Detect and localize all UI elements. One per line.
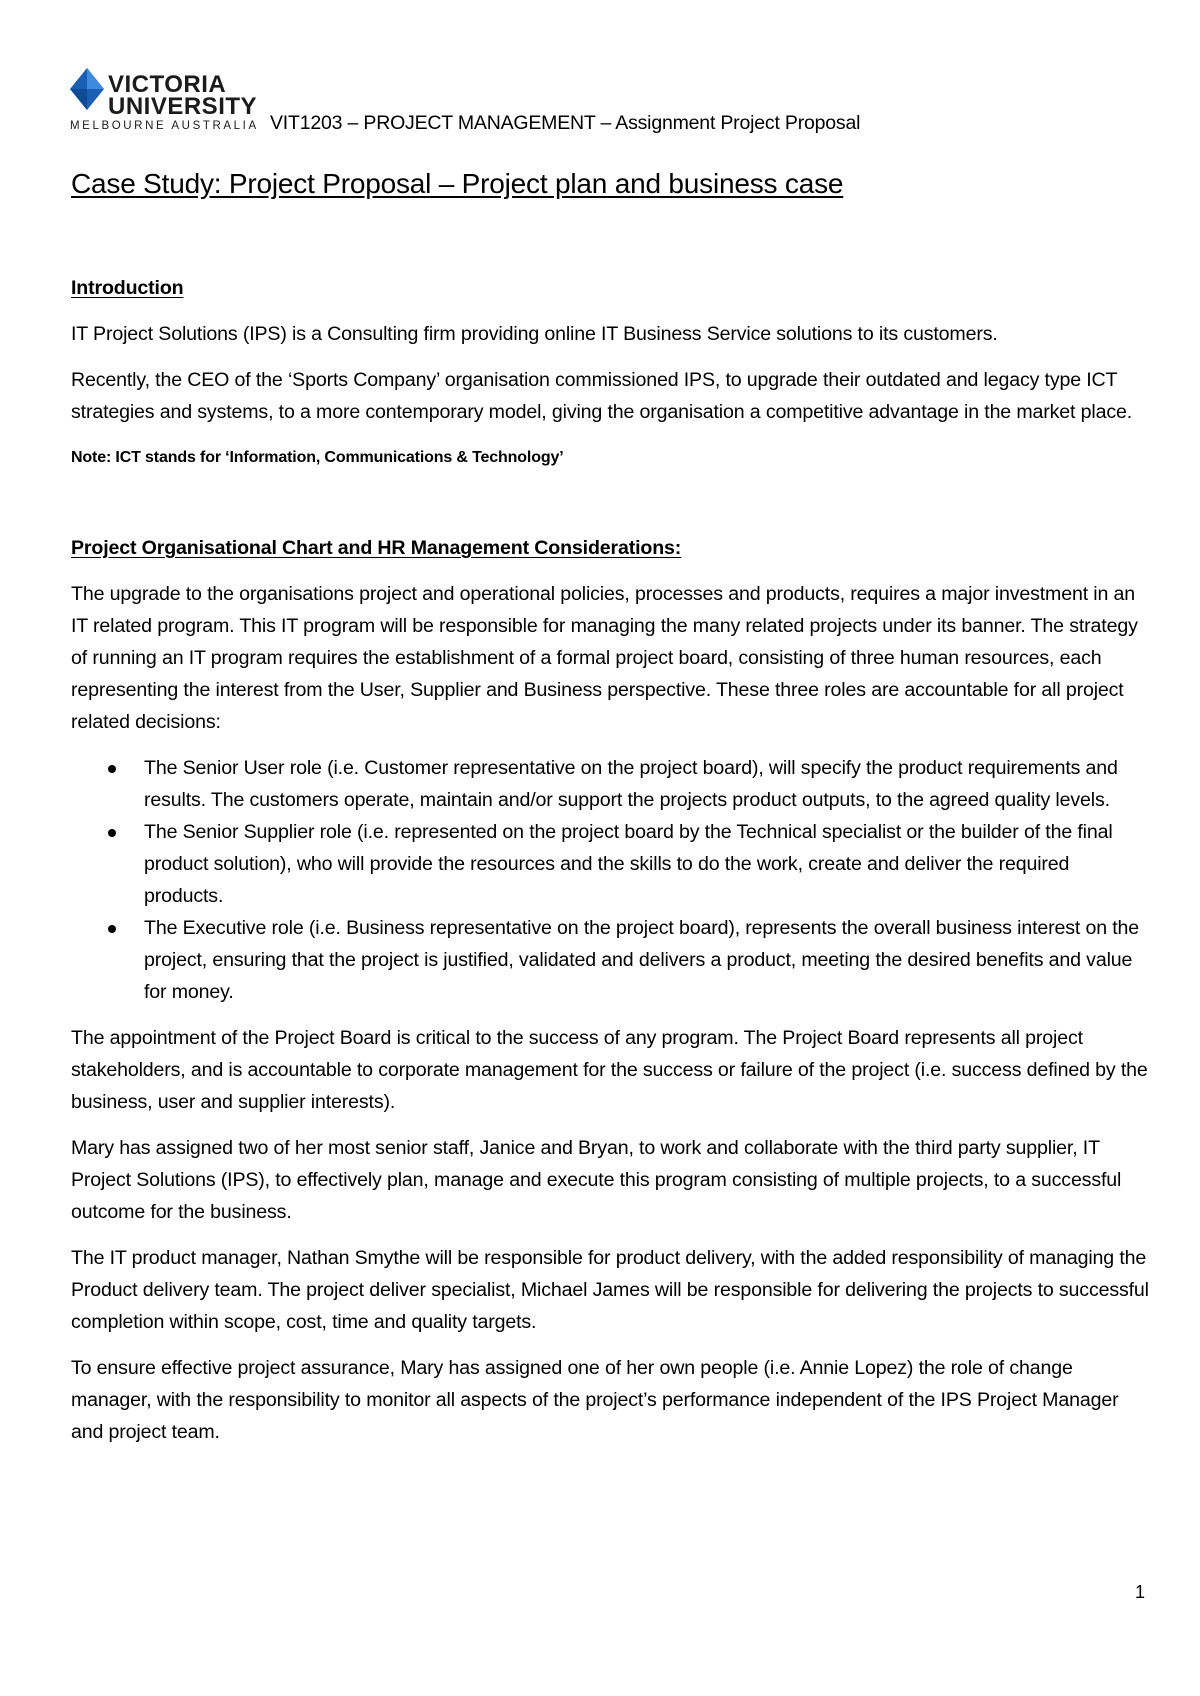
diamond-logo-icon — [70, 68, 104, 110]
bullet-icon — [108, 829, 116, 837]
introduction-paragraph-1: IT Project Solutions (IPS) is a Consulting firm providing online IT Business Service solutions to its customers. — [71, 323, 998, 345]
logo-text-university: UNIVERSITY — [108, 93, 258, 120]
ict-note: Note: ICT stands for ‘Information, Communications & Technology’ — [71, 449, 564, 466]
org-chart-paragraph-3: Mary has assigned two of her most senior staff, Janice and Bryan, to work and collaborate with the third party supplier, IT Project Solutions (IPS), to effectively plan, manage and execute this program consisting of multiple projects, to a successful outcome for the business. — [71, 1137, 1122, 1223]
list-item — [71, 752, 1151, 816]
org-chart-paragraph-5: To ensure effective project assurance, Mary has assigned one of her own people (i.e. Annie Lopez) the role of change manager, with the responsibility to monitor all aspects of the project’s performance independent of the IPS Project Manager and project team. — [71, 1357, 1119, 1443]
university-logo — [70, 68, 259, 134]
list-item-text: The Senior User role (i.e. Customer representative on the project board), will specify the product requirements and results. The customers operate, maintain and/or support the projects product outputs, to the agreed quality levels. — [144, 757, 1118, 811]
introduction-paragraph-2: Recently, the CEO of the ‘Sports Company’ organisation commissioned IPS, to upgrade their outdated and legacy type ICT strategies and systems, to a more contemporary model, giving the organisation a competitive advantage in the market place. — [71, 369, 1133, 423]
logo-text-victoria: VICTORIA — [108, 71, 227, 98]
header-course-title: VIT1203 – PROJECT MANAGEMENT – Assignment Project Proposal — [270, 112, 861, 134]
bullet-icon — [108, 765, 116, 773]
list-item — [71, 912, 1151, 1008]
org-chart-paragraph-2: The appointment of the Project Board is critical to the success of any program. The Project Board represents all project stakeholders, and is accountable to corporate management for the success or failure of the project (i.e. success defined by the business, user and supplier interests). — [71, 1027, 1148, 1113]
org-chart-paragraph-1: The upgrade to the organisations project and operational policies, processes and products, requires a major investment in an IT related program. This IT program will be responsible for managing the many related projects under its banner. The strategy of running an IT program requires the establishment of a formal project board, consisting of three human resources, each representing the interest from the User, Supplier and Business perspective. These three roles are accountable for all project related decisions: — [71, 583, 1138, 733]
bullet-icon — [108, 925, 116, 933]
roles-list — [71, 752, 1151, 1008]
introduction-heading: Introduction — [71, 277, 184, 299]
list-item — [71, 816, 1151, 912]
page-number: 1 — [1134, 1582, 1145, 1602]
org-chart-paragraph-4: The IT product manager, Nathan Smythe will be responsible for product delivery, with the added responsibility of managing the Product delivery team. The project deliver specialist, Michael James will be responsible for delivering the projects to successful completion within scope, cost, time and quality targets. — [71, 1247, 1149, 1333]
org-chart-heading: Project Organisational Chart and HR Management Considerations: — [71, 537, 682, 559]
logo-tagline: MELBOURNE AUSTRALIA — [70, 120, 259, 132]
document-body — [71, 272, 1151, 1462]
list-item-text: The Senior Supplier role (i.e. represented on the project board by the Technical specialist or the builder of the final product solution), who will provide the resources and the skills to do the work, create and deliver the required products. — [144, 821, 1113, 907]
list-item-text: The Executive role (i.e. Business representative on the project board), represents the overall business interest on the project, ensuring that the project is justified, validated and delivers a product, meeting the desired benefits and value for money. — [144, 917, 1140, 1003]
page-header — [70, 68, 1150, 138]
document-title: Case Study: Project Proposal – Project plan and business case — [71, 168, 844, 199]
